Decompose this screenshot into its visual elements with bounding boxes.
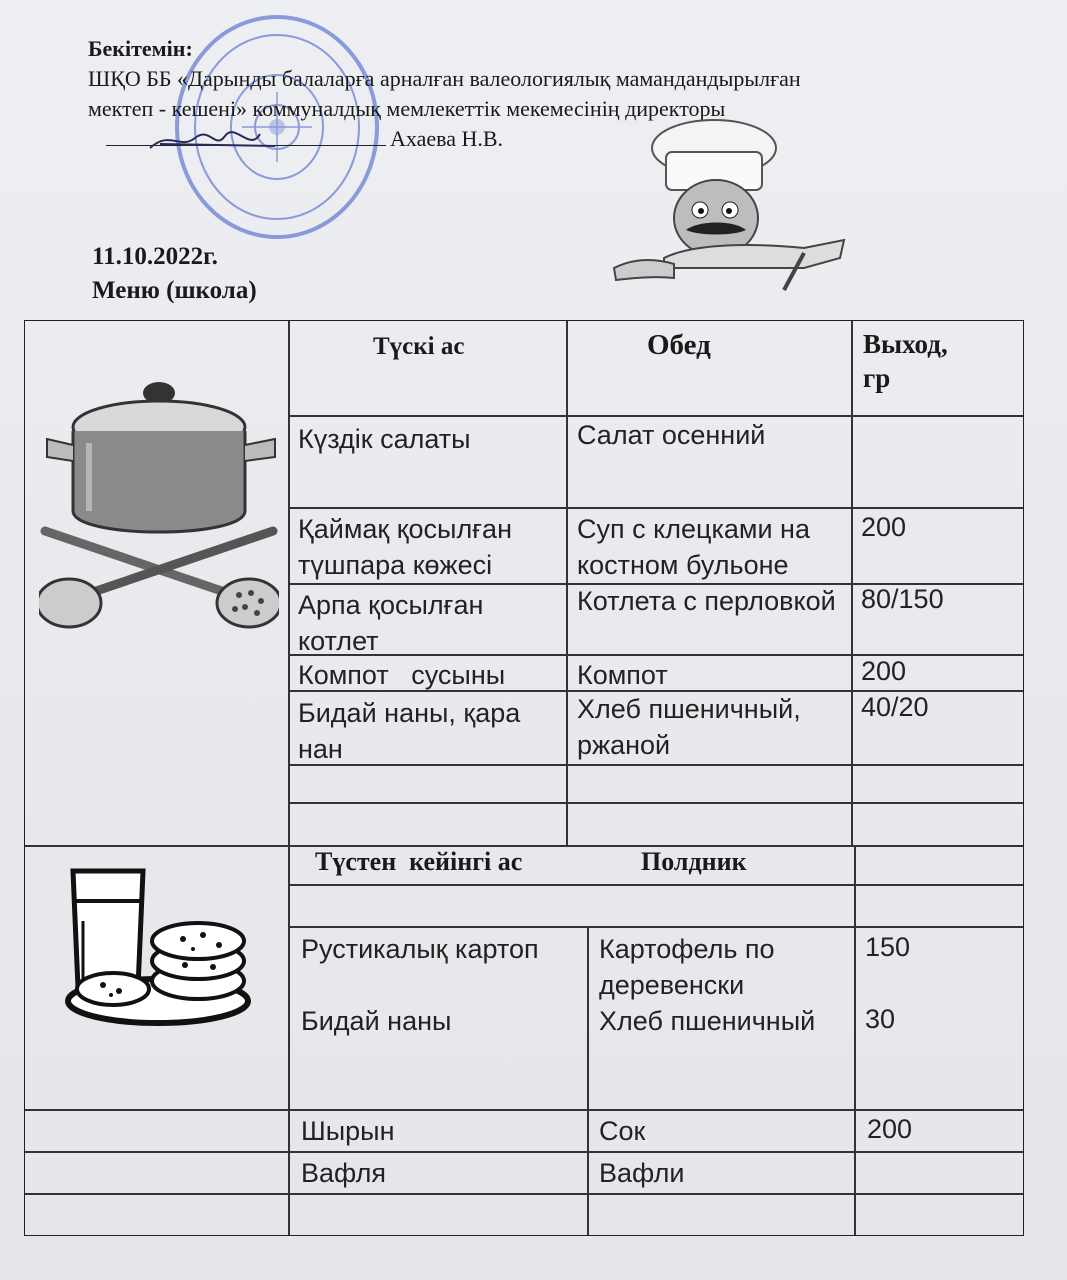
lunch-row-5-out: 40/20 — [861, 692, 929, 722]
lunch-row-2-ru: Суп с клецками на костном бульоне — [577, 514, 810, 580]
lunch-row-5-kz: Бидай наны, қара нан — [298, 698, 521, 764]
snack-main-out-2: 30 — [865, 1004, 896, 1034]
snack-header-kz: Түстен кейінгі ас — [315, 847, 523, 876]
school-name-line1: ШҚО ББ «Дарынды балаларға арналған валеологиялық мамандандырылған — [88, 66, 801, 91]
snack-main-ru-1: Картофель по деревенски — [599, 934, 775, 1000]
lunch-row-2-kz: Қаймақ қосылған түшпара көжесі — [298, 514, 512, 580]
lunch-header-ru: Обед — [647, 329, 711, 361]
menu-date: 11.10.2022г. — [92, 243, 218, 270]
snack-main-out-1: 150 — [865, 932, 911, 962]
date-block — [92, 240, 257, 308]
signature-icon — [140, 120, 290, 165]
milk-and-cookies-icon — [63, 861, 263, 1036]
lunch-row-1-ru: Салат осенний — [577, 420, 766, 450]
pot-and-ladles-icon — [39, 371, 279, 646]
lunch-row-3-ru: Котлета с перловкой — [577, 586, 836, 616]
snack-row-2-ru: Вафли — [599, 1158, 685, 1188]
lunch-row-2-out: 200 — [861, 512, 907, 542]
menu-title: Меню (школа) — [92, 277, 257, 304]
lunch-row-3-out: 80/150 — [861, 584, 944, 614]
snack-main-kz-2: Бидай наны — [301, 1006, 452, 1036]
lunch-row-3-kz: Арпа қосылған котлет — [298, 590, 484, 656]
snack-row-1-out: 200 — [867, 1114, 913, 1144]
snack-row-1-kz: Шырын — [301, 1116, 395, 1146]
lunch-header-kz: Түскі ас — [373, 333, 465, 360]
lunch-row-4-ru: Компот — [577, 660, 668, 690]
lunch-row-5-ru: Хлеб пшеничный, ржаной — [577, 694, 801, 760]
snack-main-ru-2: Хлеб пшеничный — [599, 1006, 816, 1036]
snack-row-1-ru: Сок — [599, 1116, 646, 1146]
menu-table — [24, 320, 1024, 1236]
output-unit: гр — [863, 363, 891, 393]
chef-cartoon-icon — [604, 118, 854, 303]
approve-label: Бекітемін: — [88, 36, 193, 61]
snack-header-ru: Полдник — [641, 847, 747, 876]
school-name-line2: мектеп - кешені» коммуналдық мемлекеттік мекемесінің директоры — [88, 96, 726, 121]
lunch-row-4-kz: Компот сусыны — [298, 660, 506, 690]
output-label: Выход, — [863, 329, 948, 359]
lunch-row-4-out: 200 — [861, 656, 907, 686]
lunch-row-1-kz: Күздік салаты — [298, 424, 471, 454]
snack-row-2-kz: Вафля — [301, 1158, 387, 1188]
director-name: Ахаева Н.В. — [390, 126, 504, 151]
snack-main-kz-1: Рустикалық картоп — [301, 934, 539, 964]
lunch-header-output — [863, 327, 948, 395]
